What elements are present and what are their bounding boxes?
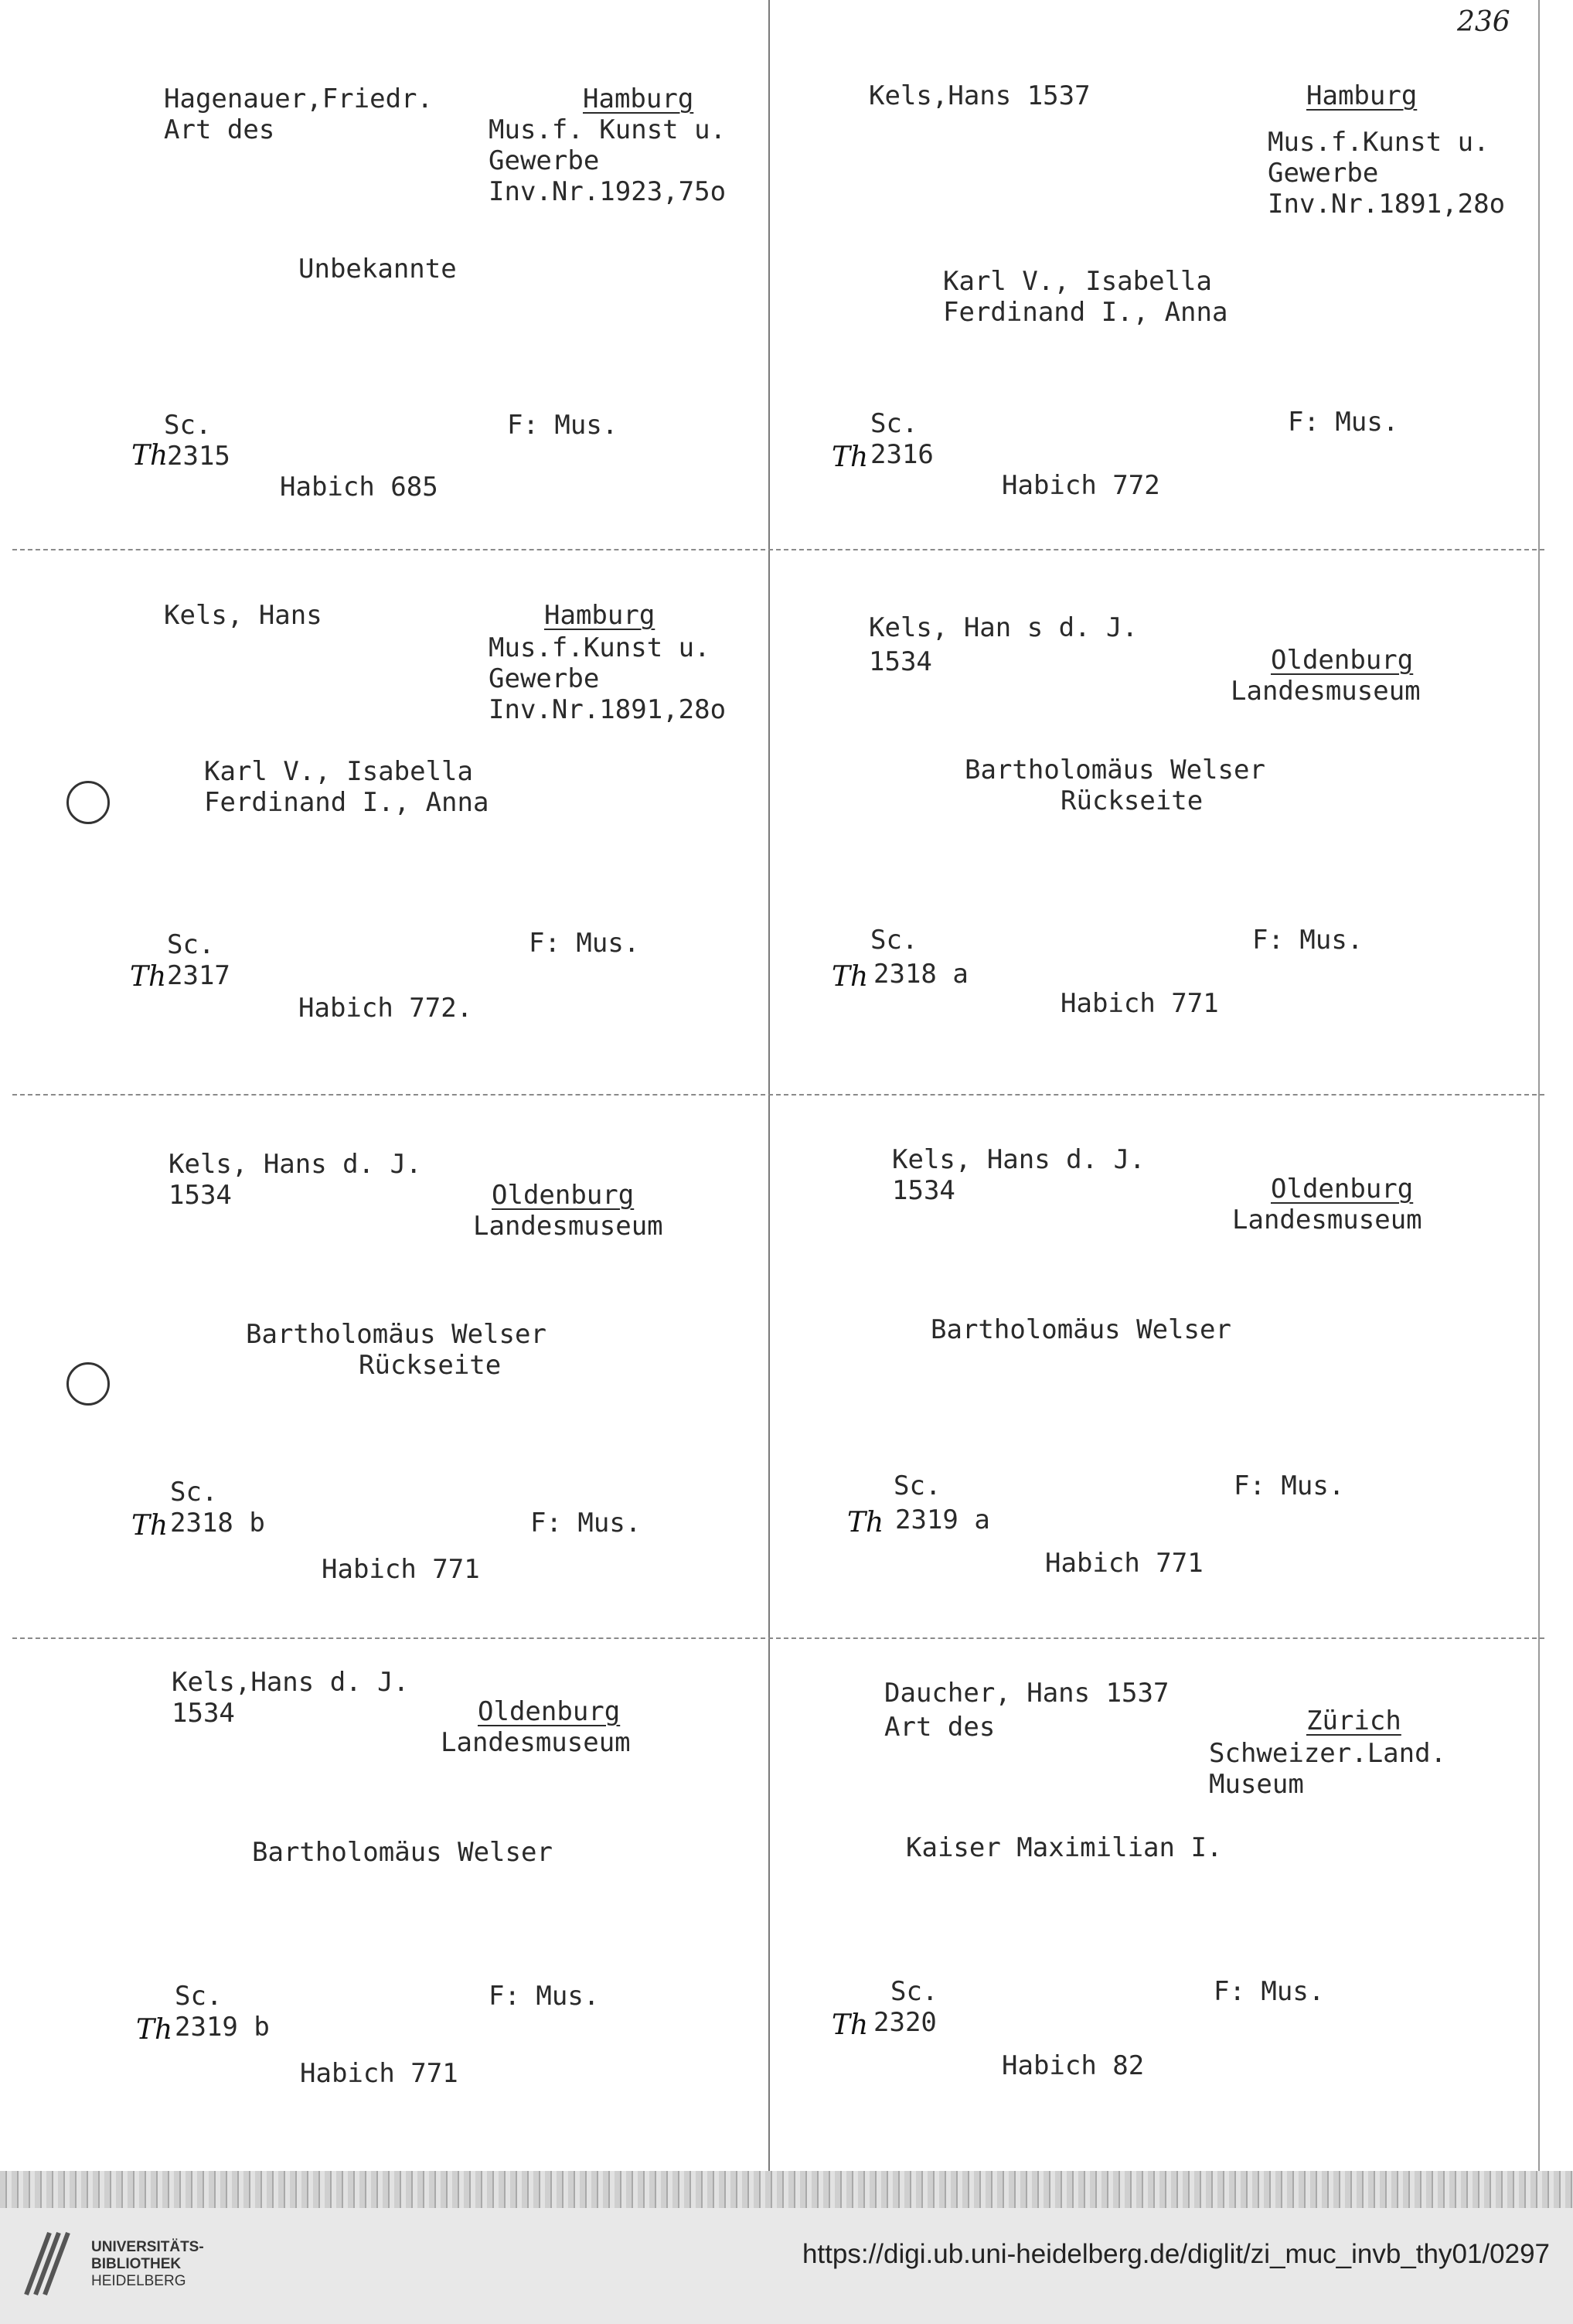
card-initial: Th xyxy=(832,441,869,473)
card-habich-ref: Habich 82 xyxy=(1002,2050,1145,2081)
card-initial: Th xyxy=(131,1510,169,1542)
card-initial: Th xyxy=(136,2014,173,2046)
card-museum-line: Landesmuseum xyxy=(441,1727,631,1758)
card-museum-line: Mus.f. Kunst u. xyxy=(489,114,727,145)
card-location: Hamburg xyxy=(544,600,655,631)
card-artist-note: Art des xyxy=(164,114,275,145)
card-sc: Sc. xyxy=(170,1477,218,1508)
card-artist-note: 1534 xyxy=(172,1698,235,1729)
card-subject: Unbekannte xyxy=(298,254,457,285)
card-sc: Sc. xyxy=(890,1976,938,2007)
card-subject: Kaiser Maximilian I. xyxy=(906,1832,1223,1863)
card-location: Oldenburg xyxy=(1271,1174,1414,1205)
card-subject: Rückseite xyxy=(359,1350,502,1381)
card-format: F: Mus. xyxy=(1252,925,1364,956)
card-format: F: Mus. xyxy=(507,410,618,441)
card-sc: Sc. xyxy=(894,1470,941,1501)
card-habich-ref: Habich 685 xyxy=(280,472,438,503)
card-format: F: Mus. xyxy=(489,1981,600,2012)
row-divider xyxy=(12,1094,1544,1096)
card-habich-ref: Habich 771 xyxy=(1045,1548,1204,1579)
card-sc: Sc. xyxy=(870,925,918,956)
card-initial: Th xyxy=(832,961,869,993)
card-number: 2316 xyxy=(870,439,934,470)
card-artist: Hagenauer,Friedr. xyxy=(164,83,433,114)
card-museum-line: Landesmuseum xyxy=(1231,676,1421,707)
card-museum-line: Mus.f.Kunst u. xyxy=(1268,127,1490,158)
card-format: F: Mus. xyxy=(530,1508,642,1539)
punch-hole xyxy=(66,1362,110,1406)
scan-edge-strip xyxy=(0,2171,1573,2208)
card-museum-line: Museum xyxy=(1209,1769,1304,1800)
card-initial: Th xyxy=(130,961,167,993)
card-format: F: Mus. xyxy=(1288,407,1399,438)
card-initial: Th xyxy=(832,2009,869,2041)
card-location: Hamburg xyxy=(583,83,694,114)
card-artist: Kels, Hans d. J. xyxy=(169,1149,422,1180)
card-subject: Bartholomäus Welser xyxy=(965,755,1265,785)
source-url-link[interactable]: https://digi.ub.uni-heidelberg.de/diglit/zi_muc_invb_thy01/0297 xyxy=(802,2239,1550,2269)
card-number: 2318 a xyxy=(873,959,969,990)
card-artist: Kels, Hans xyxy=(164,600,322,631)
library-name-line: UNIVERSITÄTS- xyxy=(91,2239,204,2255)
library-name xyxy=(91,2239,204,2290)
card-museum-line: Inv.Nr.1891,28o xyxy=(489,694,727,725)
card-subject: Bartholomäus Welser xyxy=(931,1314,1231,1345)
card-number: 2320 xyxy=(873,2007,937,2038)
row-divider xyxy=(12,1637,1544,1639)
card-number: 2319 a xyxy=(895,1504,990,1535)
card-initial: Th xyxy=(131,440,169,472)
card-habich-ref: Habich 772. xyxy=(298,993,473,1024)
card-museum-line: Gewerbe xyxy=(1268,158,1379,189)
column-divider xyxy=(768,0,770,2171)
card-artist: Kels,Hans 1537 xyxy=(869,80,1091,111)
right-edge xyxy=(1538,0,1540,2171)
library-name-line: HEIDELBERG xyxy=(91,2273,186,2289)
card-museum-line: Inv.Nr.1891,28o xyxy=(1268,189,1506,220)
card-location: Hamburg xyxy=(1306,80,1418,111)
card-location: Oldenburg xyxy=(1271,645,1414,676)
card-museum-line: Inv.Nr.1923,75o xyxy=(489,176,727,207)
card-museum-line: Landesmuseum xyxy=(1232,1205,1422,1235)
card-artist: Kels, Hans d. J. xyxy=(892,1144,1146,1175)
card-subject: Karl V., Isabella xyxy=(943,266,1212,297)
card-number: 2317 xyxy=(167,960,230,991)
card-initial: Th xyxy=(847,1507,884,1539)
card-sc: Sc. xyxy=(870,408,918,439)
card-sc: Sc. xyxy=(167,929,215,960)
card-sc: Sc. xyxy=(175,1981,223,2012)
card-location: Zürich xyxy=(1306,1706,1401,1736)
card-habich-ref: Habich 771 xyxy=(1061,988,1219,1019)
card-artist-note: 1534 xyxy=(869,646,932,677)
card-number: 2319 b xyxy=(175,2012,270,2043)
card-artist-note: 1534 xyxy=(892,1175,955,1206)
card-habich-ref: Habich 771 xyxy=(322,1554,480,1585)
card-format: F: Mus. xyxy=(1214,1976,1325,2007)
card-museum-line: Schweizer.Land. xyxy=(1209,1738,1447,1769)
card-habich-ref: Habich 771 xyxy=(300,2058,458,2089)
card-museum-line: Landesmuseum xyxy=(473,1211,663,1242)
card-artist-note: Art des xyxy=(884,1712,996,1743)
card-location: Oldenburg xyxy=(492,1180,635,1211)
card-number: 2315 xyxy=(167,441,230,472)
card-subject: Ferdinand I., Anna xyxy=(943,297,1228,328)
card-subject: Bartholomäus Welser xyxy=(246,1319,546,1350)
card-habich-ref: Habich 772 xyxy=(1002,470,1160,501)
card-museum-line: Gewerbe xyxy=(489,663,600,694)
page-number: 236 xyxy=(1457,6,1510,38)
card-subject: Bartholomäus Welser xyxy=(252,1837,553,1868)
card-location: Oldenburg xyxy=(478,1696,621,1727)
card-number: 2318 b xyxy=(170,1508,265,1539)
card-subject: Ferdinand I., Anna xyxy=(204,787,489,818)
punch-hole xyxy=(66,781,110,824)
row-divider xyxy=(12,549,1544,550)
card-artist-note: 1534 xyxy=(169,1180,232,1211)
card-subject: Karl V., Isabella xyxy=(204,756,473,787)
card-museum-line: Mus.f.Kunst u. xyxy=(489,632,710,663)
library-logo-icon xyxy=(19,2225,80,2302)
card-museum-line: Gewerbe xyxy=(489,145,600,176)
card-format: F: Mus. xyxy=(529,928,640,959)
card-format: F: Mus. xyxy=(1234,1470,1345,1501)
card-artist: Kels, Han s d. J. xyxy=(869,612,1138,643)
card-artist: Kels,Hans d. J. xyxy=(172,1667,410,1698)
library-name-line: BIBLIOTHEK xyxy=(91,2256,182,2272)
card-artist: Daucher, Hans 1537 xyxy=(884,1678,1170,1709)
card-subject: Rückseite xyxy=(1061,785,1204,816)
library-footer xyxy=(0,2208,1573,2324)
card-sc: Sc. xyxy=(164,410,212,441)
